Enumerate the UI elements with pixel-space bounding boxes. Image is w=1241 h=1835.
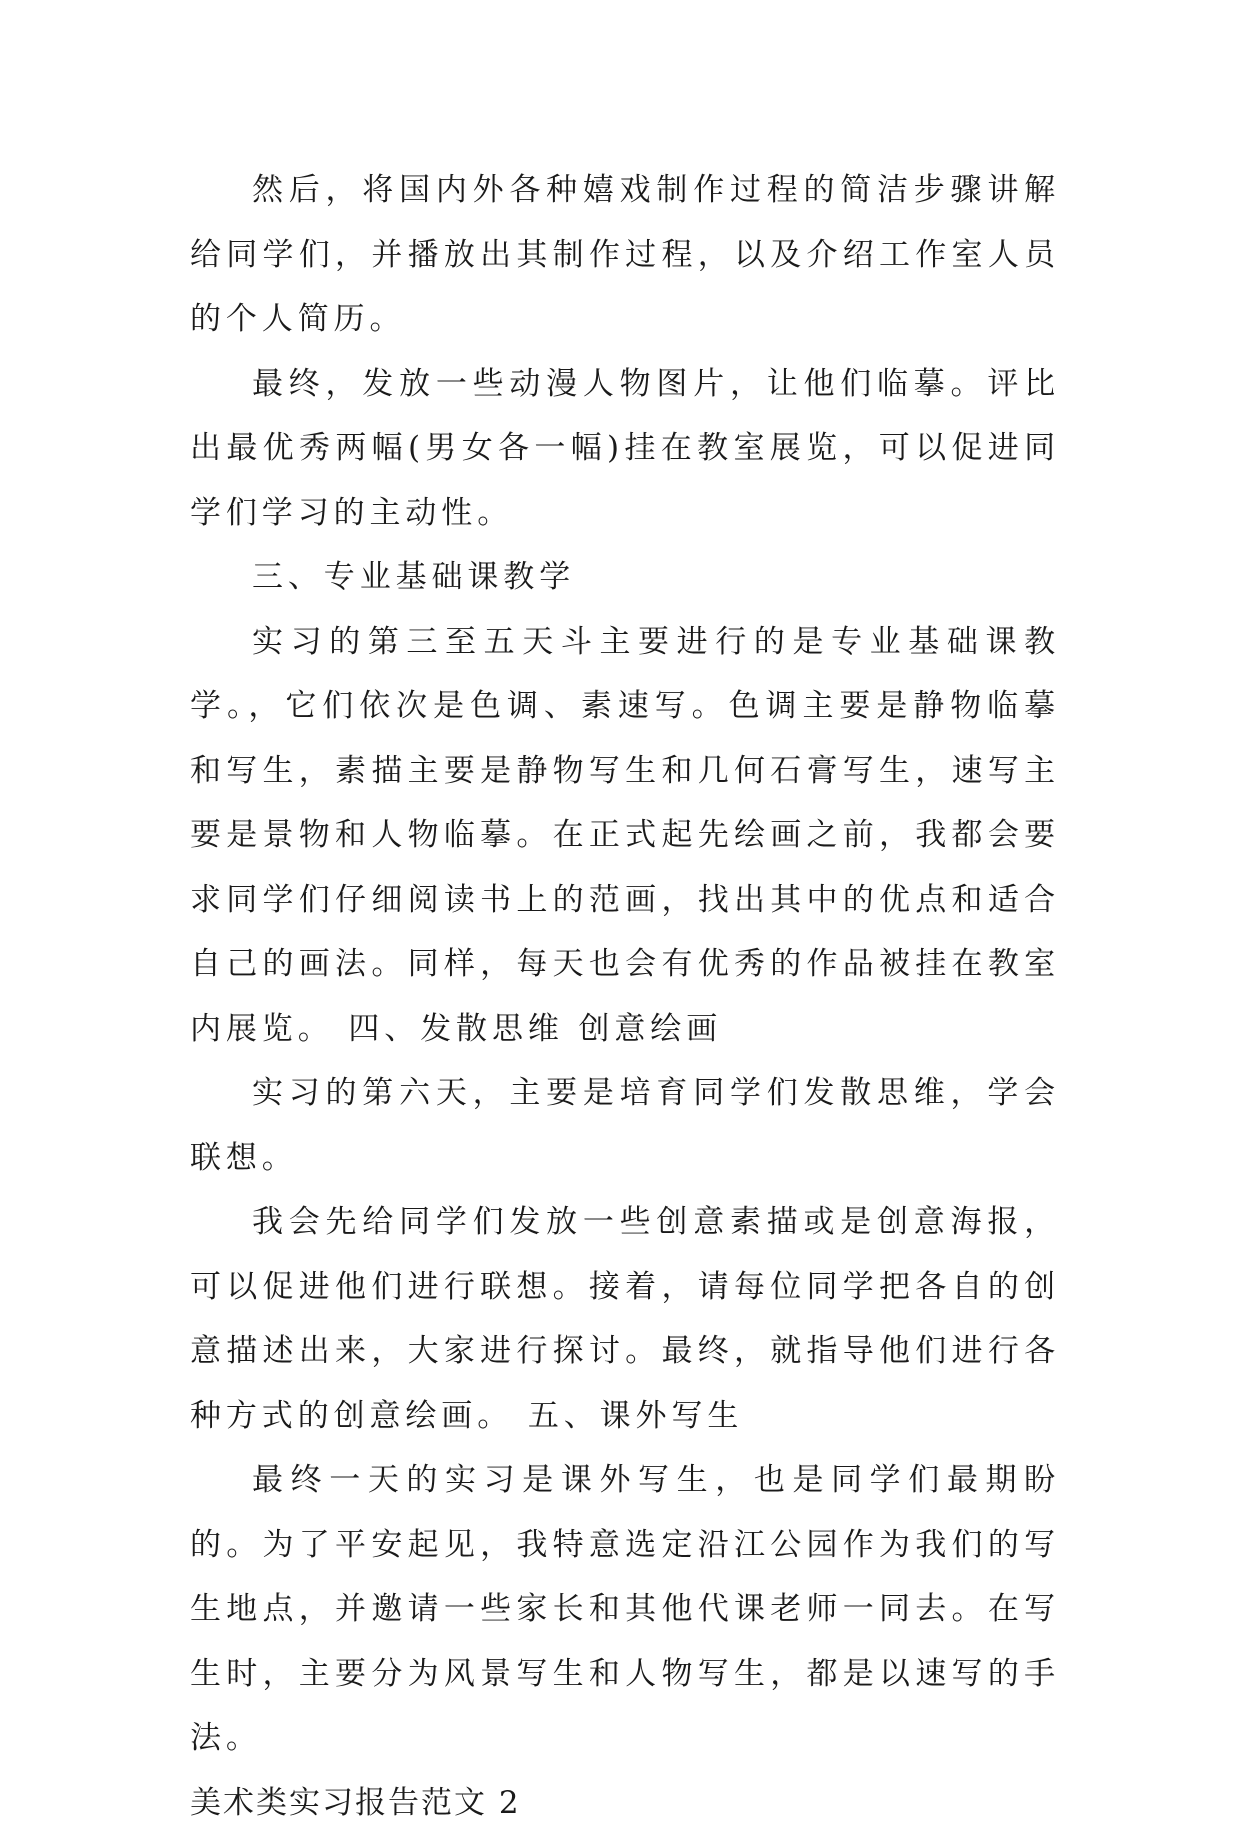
paragraph-creative-drawing: 我会先给同学们发放一些创意素描或是创意海报，可以促进他们进行联想。接着，请每位同学把各自的创意描述出来，大家进行探讨。最终，就指导他们进行各种方式的创意绘画。 五、课外写生 xyxy=(190,1190,1060,1448)
paragraph-outdoor-sketching: 最终一天的实习是课外写生，也是同学们最期盼的。为了平安起见，我特意选定沿江公园作为我们的写生地点，并邀请一些家长和其他代课老师一同去。在写生时，主要分为风景写生和人物写生，都是以速写的手法。 xyxy=(190,1448,1060,1771)
paragraph-anime-drawing-contest: 最终，发放一些动漫人物图片，让他们临摹。评比出最优秀两幅(男女各一幅)挂在教室展览，可以促进同学们学习的主动性。 xyxy=(190,352,1060,546)
paragraph-foundation-courses: 实习的第三至五天斗主要进行的是专业基础课教学。，它们依次是色调、素速写。色调主要是静物临摹和写生，素描主要是静物写生和几何石膏写生，速写主要是景物和人物临摹。在正式起先绘画之前，我都会要求同学们仔细阅读书上的范画，找出其中的优点和适合自己的画法。同样，每天也会有优秀的作品被挂在教室内展览。 四、发散思维 创意绘画 xyxy=(190,610,1060,1062)
section-heading-foundation-courses: 三、专业基础课教学 xyxy=(190,545,1060,610)
text-column xyxy=(190,158,1060,1835)
next-document-title: 美术类实习报告范文 2 xyxy=(190,1771,1060,1835)
paragraph-divergent-thinking: 实习的第六天，主要是培育同学们发散思维，学会联想。 xyxy=(190,1061,1060,1190)
paragraph-game-production-steps: 然后，将国内外各种嬉戏制作过程的简洁步骤讲解给同学们，并播放出其制作过程，以及介绍工作室人员的个人简历。 xyxy=(190,158,1060,352)
